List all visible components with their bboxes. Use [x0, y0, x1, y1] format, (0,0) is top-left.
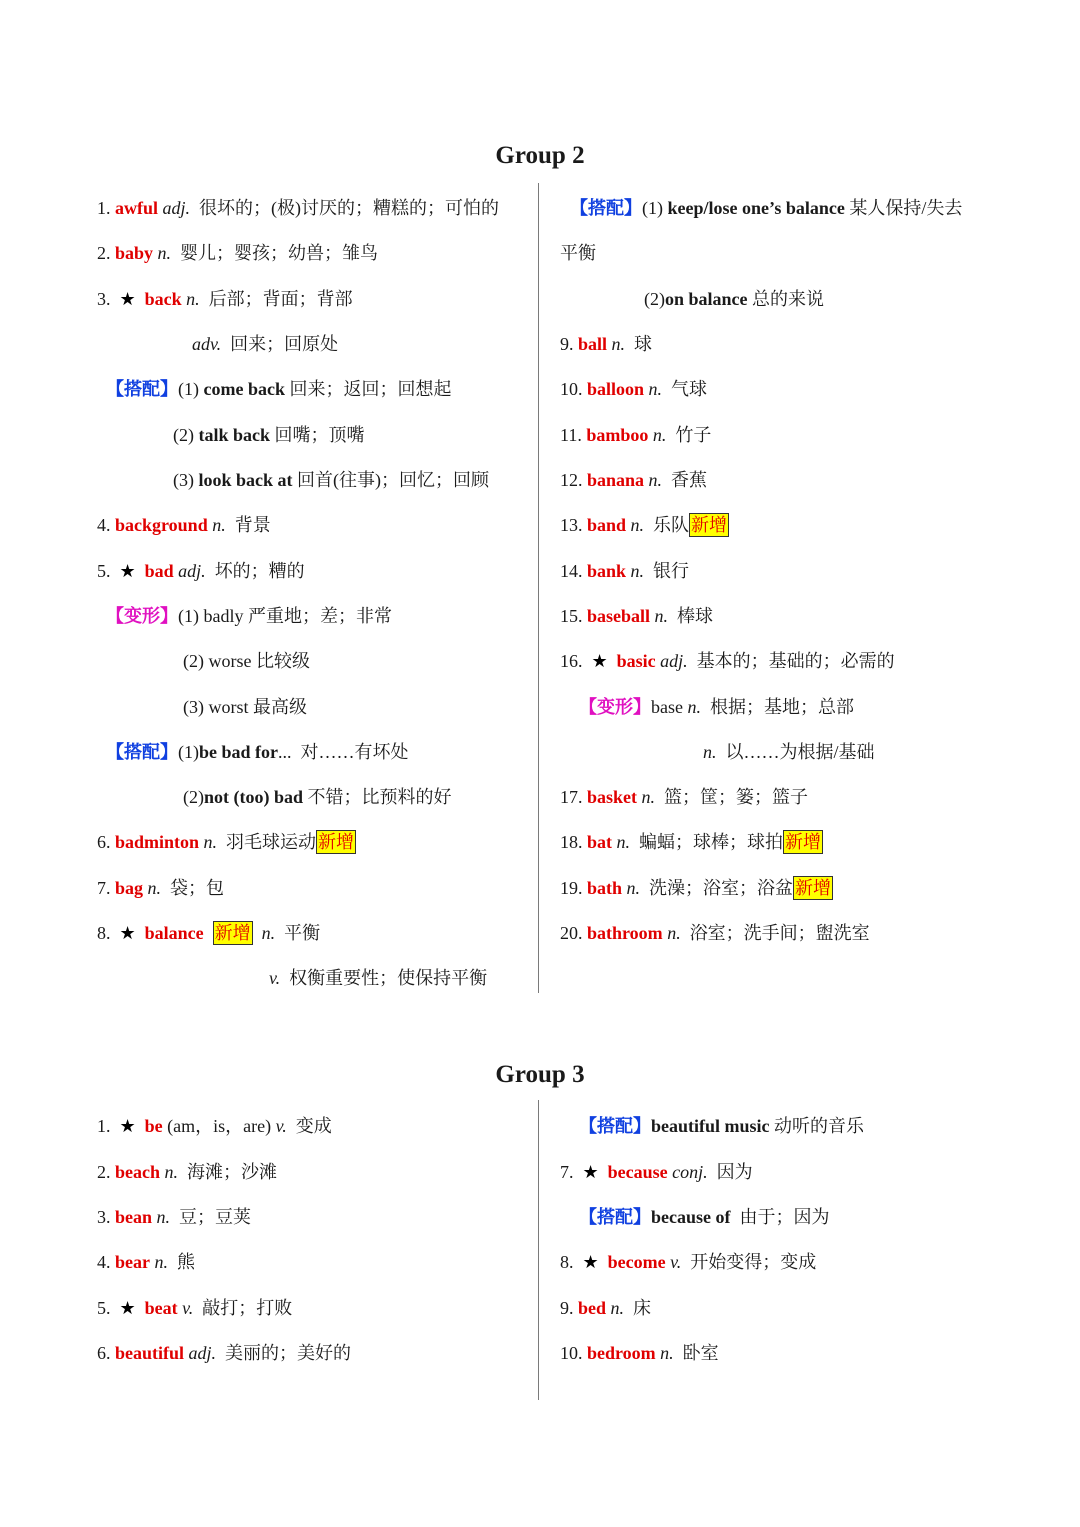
entry-basic: 16. ★ basic adj. 基本的；基础的；必需的 [560, 651, 895, 671]
column-divider [538, 1100, 539, 1400]
star-icon: ★ [119, 289, 136, 309]
entry-beautiful: 6. beautiful adj. 美丽的；美好的 [97, 1343, 352, 1363]
entry-balance-verb: v. 权衡重要性；使保持平衡 [269, 968, 488, 988]
entry-ball: 9. ball n. 球 [560, 334, 653, 354]
variant-bad-2: (2) worse 比较级 [183, 651, 310, 671]
entry-balance: 8. ★ balance 新增 n. 平衡 [97, 923, 321, 943]
new-badge: 新增 [785, 832, 822, 852]
entry-bag: 7. bag n. 袋；包 [97, 878, 225, 898]
star-icon: ★ [119, 1116, 136, 1136]
entry-badminton: 6. badminton n. 羽毛球运动 新增 [97, 832, 355, 852]
entry-beach: 2. beach n. 海滩；沙滩 [97, 1162, 277, 1182]
star-icon: ★ [591, 651, 608, 671]
entry-baby: 2. baby n. 婴儿；婴孩；幼兽；雏鸟 [97, 243, 379, 263]
entry-bedroom: 10. bedroom n. 卧室 [560, 1343, 719, 1363]
entry-bamboo: 11. bamboo n. 竹子 [560, 425, 712, 445]
star-icon: ★ [119, 1298, 136, 1318]
star-icon: ★ [582, 1252, 599, 1272]
collocation-back-1: 【搭配】(1) come back 回来；返回；回想起 [106, 379, 452, 399]
new-badge: 新增 [795, 878, 832, 898]
star-icon: ★ [119, 561, 136, 581]
entry-banana: 12. banana n. 香蕉 [560, 470, 708, 490]
entry-be: 1. ★ be (am，is，are) v. 变成 [97, 1116, 332, 1136]
variant-bad-1: 【变形】(1) badly 严重地；差；非常 [106, 606, 392, 626]
variant-basic: 【变形】base n. 根据；基地；总部 [579, 697, 854, 717]
new-badge: 新增 [214, 923, 251, 943]
group2-title: Group 2 [495, 142, 585, 169]
entry-basket: 17. basket n. 篮；筐；篓；篮子 [560, 787, 809, 807]
new-badge: 新增 [691, 515, 728, 535]
collocation-bad-2: (2)not (too) bad 不错；比预料的好 [183, 787, 452, 807]
entry-bat: 18. bat n. 蝙蝠；球棒；球拍 新增 [560, 832, 822, 852]
entry-bad: 5. ★ bad adj. 坏的；糟的 [97, 561, 305, 581]
star-icon: ★ [582, 1162, 599, 1182]
variant-basic-verb: n. 以……为根据/基础 [703, 742, 875, 762]
entry-bank: 14. bank n. 银行 [560, 561, 690, 581]
entry-beat: 5. ★ beat v. 敲打；打败 [97, 1298, 293, 1318]
entry-because: 7. ★ because conj. 因为 [560, 1162, 753, 1182]
column-divider [538, 183, 539, 993]
entry-bean: 3. bean n. 豆；豆荚 [97, 1207, 252, 1227]
group3-title: Group 3 [495, 1061, 585, 1088]
entry-bath: 19. bath n. 洗澡；浴室；浴盆 新增 [560, 878, 832, 898]
entry-back-adv: adv. 回来；回原处 [192, 334, 339, 354]
collocation-back-2: (2) talk back 回嘴；顶嘴 [173, 425, 365, 445]
collocation-because: 【搭配】because of 由于；因为 [579, 1207, 830, 1227]
entry-become: 8. ★ become v. 开始变得；变成 [560, 1252, 817, 1272]
entry-background: 4. background n. 背景 [97, 515, 271, 535]
collocation-balance-1: 【搭配】(1) keep/lose one’s balance 某人保持/失去 [570, 198, 963, 218]
entry-baseball: 15. baseball n. 棒球 [560, 606, 714, 626]
new-badge: 新增 [318, 832, 355, 852]
entry-back: 3. ★ back n. 后部；背面；背部 [97, 289, 353, 309]
collocation-bad-1: 【搭配】(1)be bad for... 对……有坏处 [106, 742, 409, 762]
entry-band: 13. band n. 乐队 新增 [560, 515, 728, 535]
star-icon: ★ [119, 923, 136, 943]
entry-awful: 1. awful adj. 很坏的；(极)讨厌的；糟糕的；可怕的 [97, 198, 500, 218]
entry-bed: 9. bed n. 床 [560, 1298, 652, 1318]
collocation-balance-2: (2)on balance 总的来说 [644, 289, 825, 309]
collocation-back-3: (3) look back at 回首(往事)；回忆；回顾 [173, 470, 490, 490]
entry-bear: 4. bear n. 熊 [97, 1252, 195, 1272]
variant-bad-3: (3) worst 最高级 [183, 697, 307, 717]
entry-balloon: 10. balloon n. 气球 [560, 379, 708, 399]
collocation-beautiful: 【搭配】beautiful music 动听的音乐 [579, 1116, 865, 1136]
entry-bathroom: 20. bathroom n. 浴室；洗手间；盥洗室 [560, 923, 870, 943]
collocation-balance-1-cont: 平衡 [560, 243, 596, 263]
